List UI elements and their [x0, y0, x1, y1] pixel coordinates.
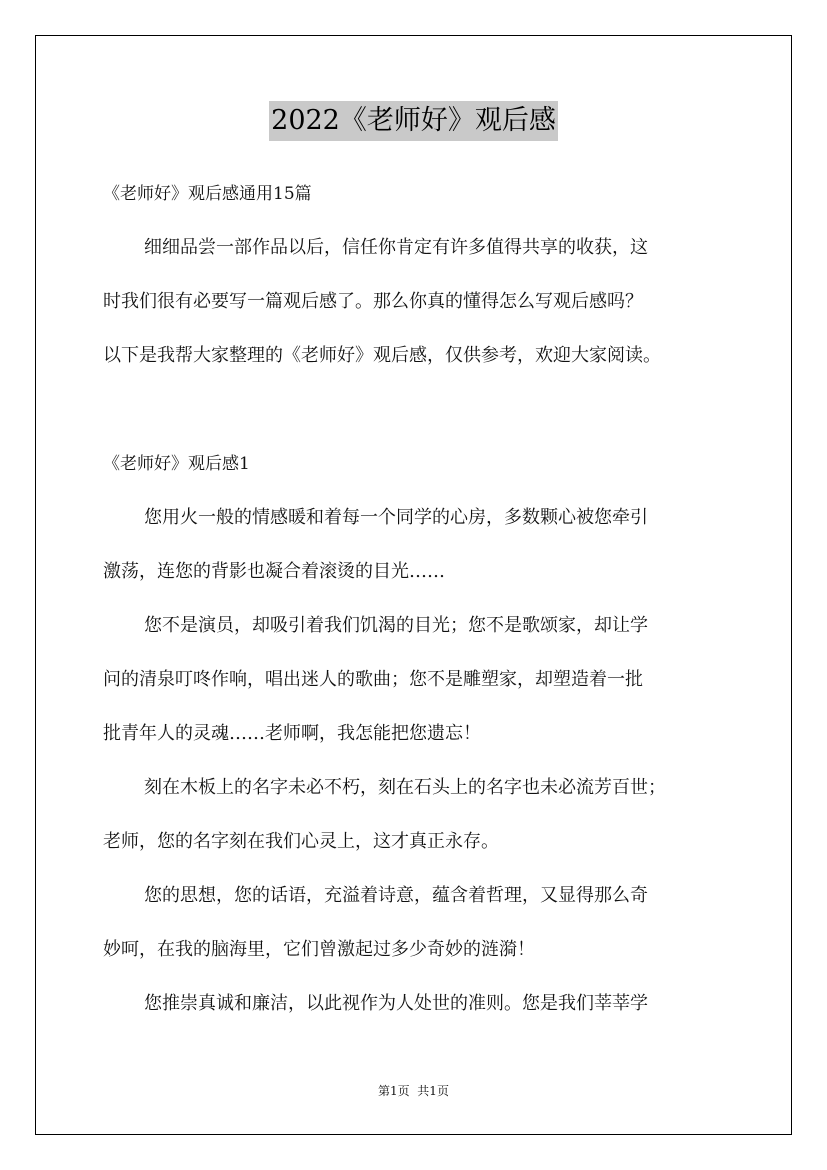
- document-title: 2022《老师好》观后感: [269, 101, 558, 141]
- body-line: 老师，您的名字刻在我们心灵上，这才真正永存。: [103, 831, 499, 852]
- body-line: 问的清泉叮咚作响，唱出迷人的歌曲；您不是雕塑家，却塑造着一批: [103, 669, 643, 690]
- body-line: 您用火一般的情感暖和着每一个同学的心房，多数颗心被您牵引: [144, 507, 648, 528]
- intro-line: 时我们很有必要写一篇观后感了。那么你真的懂得怎么写观后感吗？: [103, 291, 643, 312]
- body-line: 您的思想，您的话语，充溢着诗意，蕴含着哲理，又显得那么奇: [144, 885, 648, 906]
- body-line: 刻在木板上的名字未必不朽，刻在石头上的名字也未必流芳百世；: [144, 777, 666, 798]
- body-line: 妙呵，在我的脑海里，它们曾激起过多少奇妙的涟漪！: [103, 939, 535, 960]
- document-subtitle: 《老师好》观后感通用15篇: [103, 184, 312, 204]
- page-number-footer: 第1页 共1页: [378, 1084, 449, 1098]
- intro-line: 细细品尝一部作品以后，信任你肯定有许多值得共享的收获，这: [144, 237, 648, 258]
- intro-line: 以下是我帮大家整理的《老师好》观后感，仅供参考，欢迎大家阅读。: [103, 345, 661, 366]
- body-line: 您推崇真诚和廉洁，以此视作为人处世的准则。您是我们莘莘学: [144, 993, 648, 1014]
- body-line: 您不是演员，却吸引着我们饥渴的目光；您不是歌颂家，却让学: [144, 615, 648, 636]
- title-container: [0, 101, 827, 141]
- section-heading: 《老师好》观后感1: [103, 454, 250, 474]
- body-line: 激荡，连您的背影也凝合着滚烫的目光……: [103, 561, 445, 582]
- body-line: 批青年人的灵魂……老师啊，我怎能把您遗忘！: [103, 723, 481, 744]
